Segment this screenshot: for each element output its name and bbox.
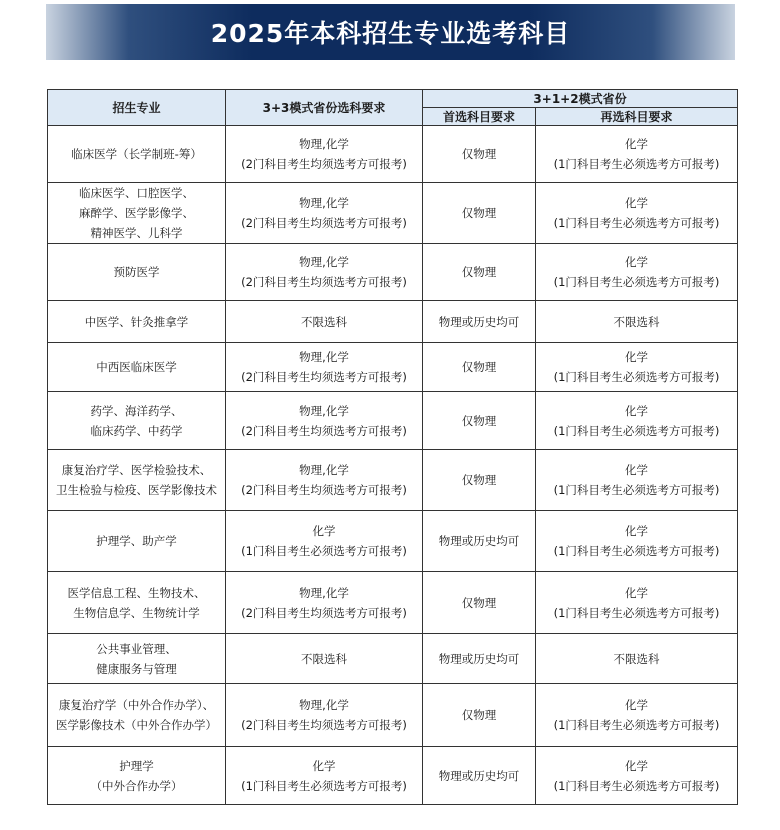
mode33-requirement-cell-text: (1门科目考生必须选考方可报考) [241, 778, 407, 793]
mode33-requirement-cell-text: (2门科目考生均须选考方可报考) [241, 718, 407, 732]
header-mode-33: 3+3模式省份选科要求 [226, 90, 423, 126]
second-subject-cell-text: 化学 [625, 255, 648, 269]
first-subject-cell-text: 仅物理 [461, 206, 497, 220]
title-banner [46, 4, 735, 60]
mode33-requirement-cell-text: 物理,化学 [299, 196, 349, 210]
major-cell-text: 公共事业管理、 [96, 641, 177, 656]
major-cell-text: 麻醉学、医学影像学、 [79, 206, 194, 220]
second-subject-cell-text: (1门科目考生必须选考方可报考) [553, 778, 720, 793]
major-cell [48, 301, 226, 343]
first-subject-cell-text: 仅物理 [461, 413, 497, 428]
mode33-requirement-cell-text: 不限选科 [301, 651, 347, 666]
first-subject-cell-text: 物理或历史均可 [438, 651, 520, 666]
second-subject-cell-text: (1门科目考生必须选考方可报考) [553, 275, 720, 289]
second-subject-cell-text: (1门科目考生必须选考方可报考) [553, 157, 720, 171]
mode33-requirement-cell-text: 化学 [312, 524, 336, 538]
second-subject-cell-text: (1门科目考生必须选考方可报考) [553, 544, 720, 558]
second-subject-cell-text: 不限选科 [613, 651, 660, 666]
second-subject-cell [536, 392, 738, 450]
major-cell-text: （中外合作办学） [90, 778, 183, 793]
mode33-requirement-cell [226, 747, 423, 805]
mode33-requirement-cell [226, 126, 423, 183]
major-cell-text: 护理学 [119, 758, 154, 773]
major-cell-text: 预防医学 [113, 265, 160, 279]
header-major: 招生专业 [48, 90, 226, 126]
second-subject-cell-text: (1门科目考生必须选考方可报考) [553, 423, 720, 438]
mode33-requirement-cell-text: 物理,化学 [299, 350, 349, 364]
mode33-requirement-cell-text: (2门科目考生均须选考方可报考) [241, 275, 407, 289]
major-cell [48, 634, 226, 684]
second-subject-cell-text: 化学 [625, 137, 648, 151]
mode33-requirement-cell [226, 511, 423, 572]
first-subject-cell [423, 301, 536, 343]
major-cell-text: 卫生检验与检疫、医学影像技术 [56, 483, 217, 497]
table-row [48, 684, 738, 747]
mode33-requirement-cell-text: 物理,化学 [299, 585, 349, 600]
first-subject-cell [423, 244, 536, 301]
mode33-requirement-cell-text: 化学 [312, 758, 336, 773]
major-cell [48, 183, 226, 244]
table-row [48, 244, 738, 301]
major-cell-text: 生物信息学、生物统计学 [73, 605, 200, 620]
mode33-requirement-cell [226, 183, 423, 244]
first-subject-cell [423, 126, 536, 183]
second-subject-cell [536, 450, 738, 511]
first-subject-cell-text: 仅物理 [461, 473, 497, 487]
first-subject-cell-text: 仅物理 [461, 595, 497, 610]
mode33-requirement-cell-text: 物理,化学 [299, 698, 349, 712]
second-subject-cell-text: 化学 [625, 463, 648, 477]
mode33-requirement-cell [226, 343, 423, 392]
second-subject-cell [536, 511, 738, 572]
mode33-requirement-cell-text: (2门科目考生均须选考方可报考) [241, 423, 407, 438]
first-subject-cell [423, 511, 536, 572]
major-cell-text: 康复治疗学（中外合作办学）、 [58, 698, 215, 712]
second-subject-cell [536, 244, 738, 301]
second-subject-cell-text: 不限选科 [613, 314, 660, 329]
major-cell-text: 药学、海洋药学、 [90, 403, 183, 418]
major-cell [48, 572, 226, 634]
second-subject-cell [536, 634, 738, 684]
mode33-requirement-cell-text: 物理,化学 [299, 137, 349, 151]
table-row [48, 572, 738, 634]
first-subject-cell-text: 仅物理 [461, 708, 497, 722]
first-subject-cell [423, 450, 536, 511]
mode33-requirement-cell-text: 物理,化学 [299, 255, 349, 269]
second-subject-cell-text: (1门科目考生必须选考方可报考) [553, 605, 720, 620]
second-subject-cell-text: (1门科目考生必须选考方可报考) [553, 718, 720, 732]
second-subject-cell [536, 183, 738, 244]
table-row [48, 747, 738, 805]
first-subject-cell-text: 仅物理 [461, 360, 497, 374]
second-subject-cell [536, 126, 738, 183]
major-cell [48, 747, 226, 805]
page-title: 2025年本科招生专业选考科目 [210, 19, 571, 48]
mode33-requirement-cell [226, 684, 423, 747]
second-subject-cell-text: 化学 [625, 196, 648, 210]
mode33-requirement-cell [226, 244, 423, 301]
major-cell-text: 康复治疗学、医学检验技术、 [61, 463, 212, 477]
major-cell-text: 医学信息工程、生物技术、 [67, 585, 206, 600]
mode33-requirement-cell-text: (2门科目考生均须选考方可报考) [241, 216, 407, 230]
header-first-subject: 首选科目要求 [423, 108, 536, 126]
major-cell-text: 中西医临床医学 [96, 360, 177, 374]
second-subject-cell [536, 572, 738, 634]
header-second-subject: 再选科目要求 [536, 108, 738, 126]
table-row [48, 511, 738, 572]
first-subject-cell [423, 392, 536, 450]
mode33-requirement-cell-text: 不限选科 [301, 314, 347, 329]
table-row [48, 126, 738, 183]
major-cell [48, 126, 226, 183]
mode33-requirement-cell-text: 物理,化学 [299, 403, 349, 418]
second-subject-cell-text: 化学 [625, 350, 648, 364]
table-row [48, 392, 738, 450]
second-subject-cell-text: 化学 [625, 585, 648, 600]
table-row [48, 343, 738, 392]
mode33-requirement-cell [226, 301, 423, 343]
table-row [48, 301, 738, 343]
second-subject-cell [536, 301, 738, 343]
second-subject-cell-text: (1门科目考生必须选考方可报考) [553, 216, 720, 230]
first-subject-cell [423, 183, 536, 244]
first-subject-cell [423, 343, 536, 392]
major-cell [48, 392, 226, 450]
major-cell-text: 精神医学、儿科学 [90, 226, 183, 240]
mode33-requirement-cell [226, 634, 423, 684]
major-cell [48, 244, 226, 301]
mode33-requirement-cell [226, 450, 423, 511]
major-cell-text: 临床医学、口腔医学、 [79, 186, 194, 200]
first-subject-cell-text: 仅物理 [461, 265, 497, 279]
mode33-requirement-cell [226, 392, 423, 450]
second-subject-cell-text: (1门科目考生必须选考方可报考) [553, 370, 720, 384]
second-subject-cell [536, 343, 738, 392]
table-body [48, 126, 738, 805]
header-mode-312: 3+1+2模式省份 [423, 90, 738, 108]
first-subject-cell [423, 684, 536, 747]
mode33-requirement-cell [226, 572, 423, 634]
major-cell [48, 511, 226, 572]
major-cell [48, 343, 226, 392]
mode33-requirement-cell-text: (2门科目考生均须选考方可报考) [241, 605, 407, 620]
first-subject-cell-text: 物理或历史均可 [438, 768, 520, 783]
major-cell-text: 医学影像技术（中外合作办学） [56, 718, 217, 732]
first-subject-cell [423, 572, 536, 634]
first-subject-cell [423, 634, 536, 684]
first-subject-cell [423, 747, 536, 805]
second-subject-cell-text: 化学 [625, 758, 648, 773]
major-cell-text: 临床医学（长学制班-筹） [71, 147, 202, 161]
mode33-requirement-cell-text: (1门科目考生必须选考方可报考) [241, 544, 407, 558]
second-subject-cell-text: (1门科目考生必须选考方可报考) [553, 483, 720, 497]
first-subject-cell-text: 物理或历史均可 [438, 534, 520, 548]
major-cell [48, 450, 226, 511]
mode33-requirement-cell-text: (2门科目考生均须选考方可报考) [241, 483, 407, 497]
second-subject-cell-text: 化学 [625, 524, 648, 538]
second-subject-cell-text: 化学 [625, 403, 648, 418]
subject-requirements-table [47, 89, 738, 805]
table-row [48, 183, 738, 244]
major-cell [48, 684, 226, 747]
first-subject-cell-text: 仅物理 [461, 147, 497, 161]
second-subject-cell [536, 684, 738, 747]
major-cell-text: 中医学、针灸推拿学 [84, 314, 189, 329]
mode33-requirement-cell-text: (2门科目考生均须选考方可报考) [241, 157, 407, 171]
major-cell-text: 临床药学、中药学 [90, 423, 183, 438]
major-cell-text: 健康服务与管理 [96, 661, 177, 676]
first-subject-cell-text: 物理或历史均可 [438, 314, 520, 329]
table-row [48, 634, 738, 684]
second-subject-cell-text: 化学 [625, 698, 648, 712]
major-cell-text: 护理学、助产学 [96, 534, 177, 548]
second-subject-cell [536, 747, 738, 805]
mode33-requirement-cell-text: (2门科目考生均须选考方可报考) [241, 370, 407, 384]
mode33-requirement-cell-text: 物理,化学 [299, 463, 349, 477]
table-row [48, 450, 738, 511]
